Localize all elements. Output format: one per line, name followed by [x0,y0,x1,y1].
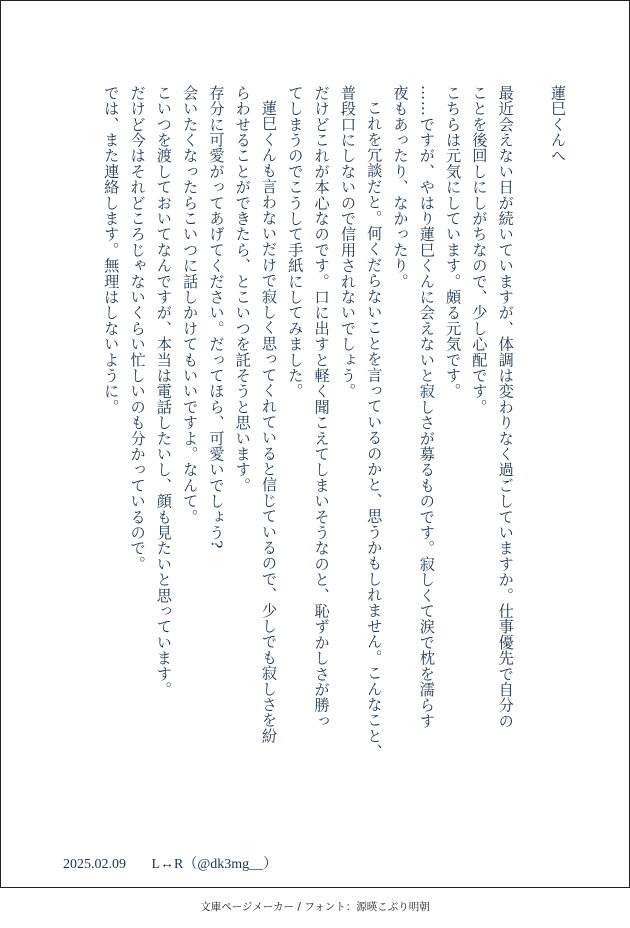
letter-line: ことを後回しにしがちなので、少し心配です。 [470,85,489,415]
letter-line: 蓮巳くんも言わないだけで寂しく思ってくれていると信じているので、少しでも寂しさを紛 [260,100,279,744]
letter-signature [63,853,277,873]
letter-line: ……ですが、やはり蓮巳くんに会えないと寂しさが募るものです。寂しくて涙で枕を濡らす [417,85,436,729]
letter-line: 普段口にしないので信用されないでしょう。 [338,85,357,399]
letter-line: 最近会えない日が続いていますが、体調は変わりなく過ごしていますか。仕事優先で自分の [496,85,515,729]
letter-line: てしまうのでこうして手紙にしてみました。 [286,85,305,399]
letter-line: では、また連絡します。無理はしないように。 [102,85,121,415]
letter-line: これを冗談だと。何くだらないことを言っているのかと、思うかもしれません。こんなこと、 [365,100,384,760]
letter-line: だけどこれが本心なのです。口に出すと軽く聞こえてしまいそうなのと、恥ずかしさが勝っ [312,85,331,729]
signature-date: 2025.02.09 [63,857,126,872]
letter-line: 存分に可愛がってあげてください。だってほら、可愛いでしょう? [207,85,226,549]
signature-author: L↔R（@dk3mg__） [151,857,278,872]
letter-line: こちらは元気にしています。頗る元気です。 [444,85,463,399]
letter-line: 会いたくなったらこいつに話しかけてもいいですよ。なんて。 [181,85,200,525]
letter-body [98,85,571,825]
letter-line: こいつを渡しておいてなんですが、本当は電話したいし、顔も見たいと思っています。 [154,85,173,698]
letter-salutation: 蓮巳くんへ [549,85,567,164]
footer-credit: 文庫ページメーカー / フォント：源暎こぶり明朝 [200,901,430,913]
letter-line: らわせることができたら、とこいつを託そうと思います。 [233,85,252,494]
letter-line: 夜もあったり、なかったり。 [391,85,410,290]
letter-line: だけど今はそれどころじゃないくらい忙しいのも分かっているので。 [128,85,147,572]
